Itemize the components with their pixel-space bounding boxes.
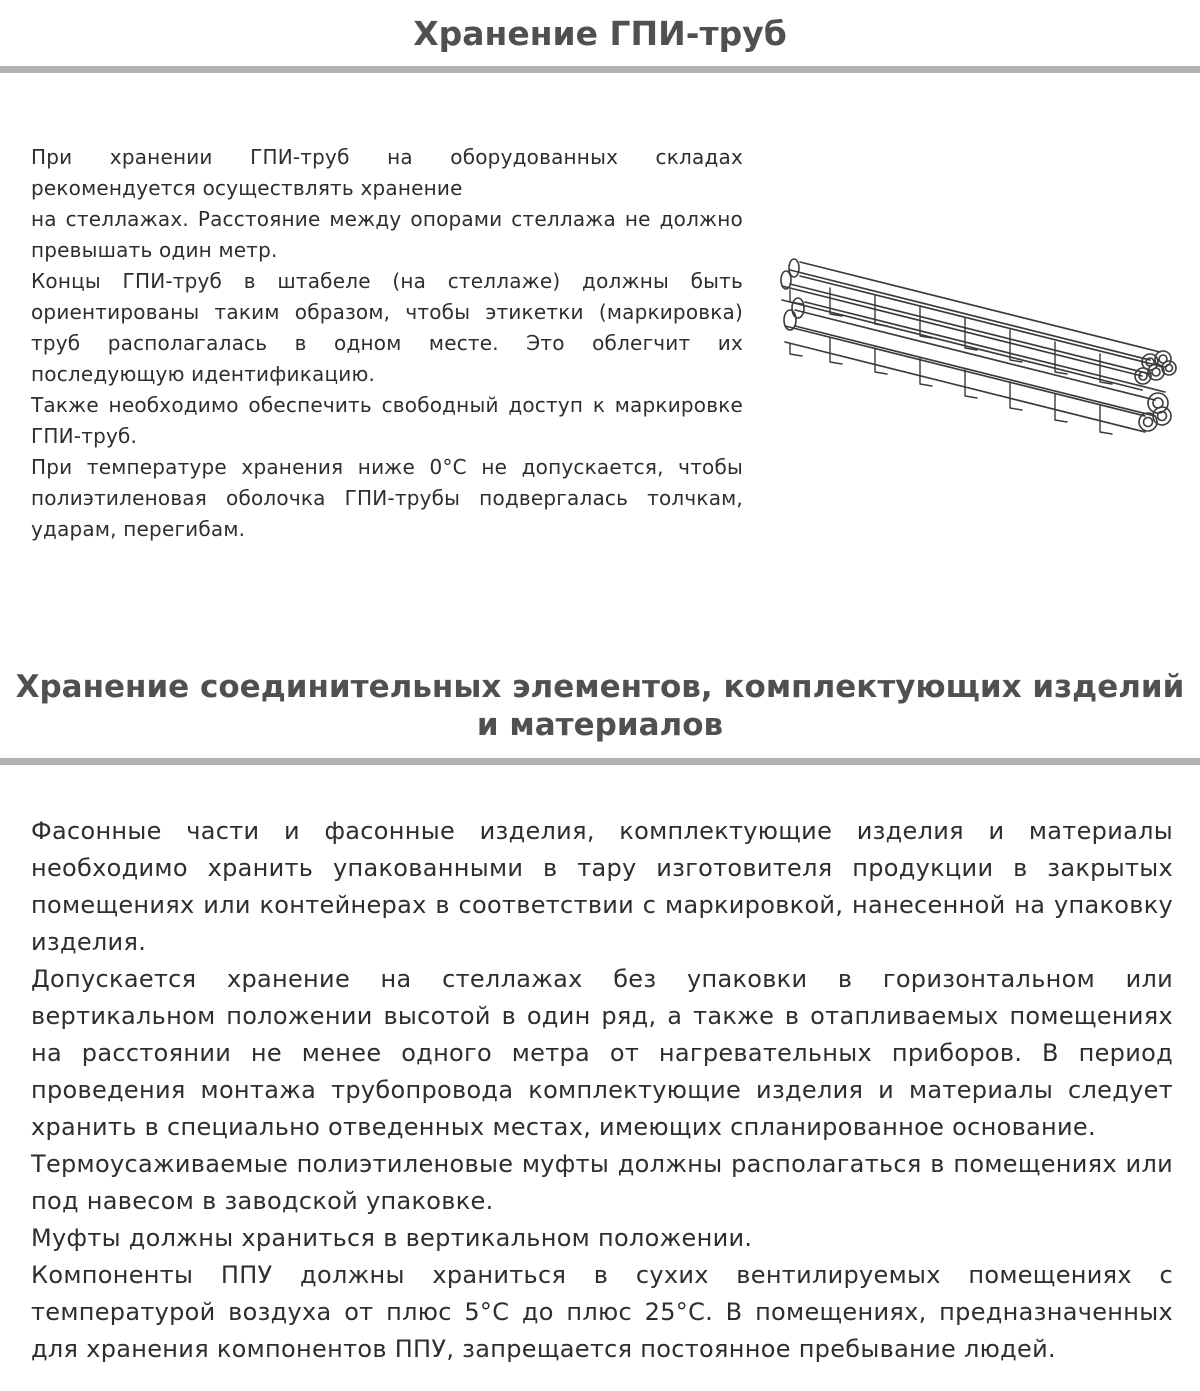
paragraph: на стеллажах. Расстояние между опорами стеллажа не должно превышать один метр.: [31, 207, 743, 262]
paragraph: При температуре хранения ниже 0°С не допускается, чтобы полиэтиленовая оболочка ГПИ-трубы подвергалась толчкам, ударам, перегибам.: [31, 455, 743, 541]
paragraph: Фасонные части и фасонные изделия, комплектующие изделия и материалы необходимо хранить упакованными в тару изготовителя продукции в закрытых помещениях или контейнерах в соответствии с маркировкой, нанесенной на упаковку изделия.: [31, 817, 1173, 956]
pipe-rack-icon: [770, 240, 1180, 450]
section-divider: [0, 66, 1200, 73]
paragraph: Муфты должны храниться в вертикальном положении.: [31, 1224, 753, 1252]
section-divider: [0, 758, 1200, 765]
paragraph: Также необходимо обеспечить свободный доступ к маркировке ГПИ-труб.: [31, 393, 743, 448]
paragraph: Допускается хранение на стеллажах без упаковки в горизонтальном или вертикальном положении высотой в один ряд, а также в отапливаемых помещениях на расстоянии не менее одного метра от нагревательных приборов. В период проведения монтажа трубопровода комплектующие изделия и материалы следует хранить в специально отведенных местах, имеющих спланированное основание.: [31, 965, 1173, 1141]
paragraph: Термоусаживаемые полиэтиленовые муфты должны располагаться в помещениях или под навесом в заводской упаковке.: [31, 1150, 1173, 1215]
upper-pipe-stack: [781, 259, 1176, 390]
section-title-pipes-storage: Хранение ГПИ-труб: [413, 14, 787, 53]
section-title-components-storage: Хранение соединительных элементов, комплектующих изделий и материалов: [15, 669, 1185, 743]
components-storage-text: [31, 813, 1173, 1368]
paragraph: Концы ГПИ-труб в штабеле (на стеллаже) должны быть ориентированы таким образом, чтобы этикетки (маркировка) труб располагалась в одном месте. Это облегчит их последующую идентификацию.: [31, 269, 743, 386]
paragraph: Компоненты ППУ должны храниться в сухих вентилируемых помещениях с температурой воздуха от плюс 5°С до плюс 25°С. В помещениях, предназначенных для хранения компонентов ППУ, запрещается постоянное пребывание людей.: [31, 1261, 1173, 1363]
pipes-storage-text: [31, 142, 743, 545]
paragraph: При хранении ГПИ-труб на оборудованных складах рекомендуется осуществлять хранение: [31, 145, 743, 200]
